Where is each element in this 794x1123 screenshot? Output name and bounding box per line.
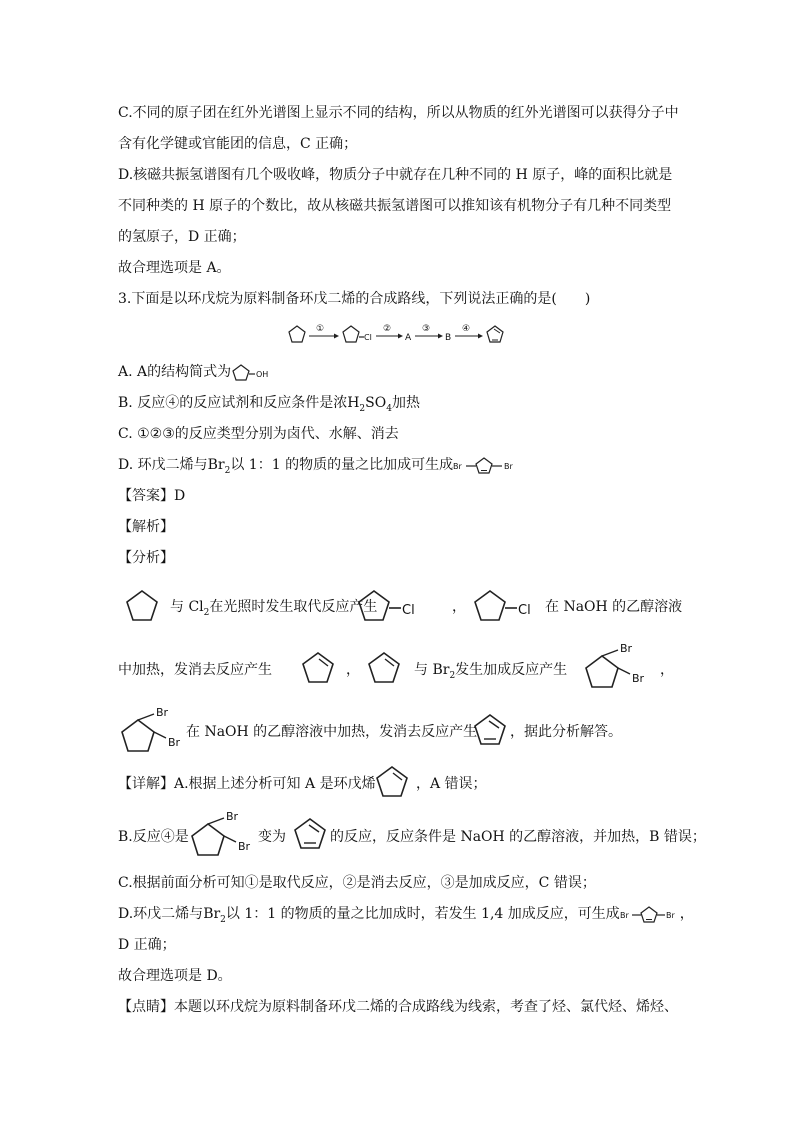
formula-sub: 2 bbox=[224, 465, 231, 476]
dianjing-line: 【点睛】本题以环戊烷为原料制备环戊二烯的合成路线为线索，考查了烃、氯代烃、烯烃、 bbox=[118, 999, 678, 1015]
chlorocyclopentane-structure bbox=[354, 588, 426, 628]
analysis-text bbox=[414, 660, 567, 686]
comma: ， bbox=[452, 599, 466, 615]
detail-d bbox=[118, 904, 694, 930]
detail-a-tail: ，A 错误； bbox=[416, 776, 487, 792]
text-line: 的氢原子，D 正确； bbox=[118, 229, 246, 245]
answer-line: 【答案】D bbox=[118, 488, 186, 504]
chlorocyclopentane-structure bbox=[343, 326, 359, 342]
br-label: Br bbox=[168, 736, 181, 749]
step-label: ① bbox=[316, 324, 325, 334]
option-b-tail: 加热 bbox=[391, 395, 420, 411]
formula-br: Br bbox=[207, 457, 225, 473]
text-span: 在光照时发生取代反应产生 bbox=[209, 599, 378, 615]
br-label: Br bbox=[632, 672, 645, 685]
detail-conclusion: 故合理选项是 D。 bbox=[118, 968, 232, 984]
analysis-text: 在 NaOH 的乙醇溶液中加热，发消去反应产生 bbox=[186, 724, 478, 740]
intermediate-a: A bbox=[405, 333, 412, 343]
br-label: Br bbox=[504, 462, 513, 471]
intermediate-b: B bbox=[445, 333, 452, 343]
option-d-tail: 以 1：1 的物质的量之比加成可生成 bbox=[230, 457, 454, 473]
option-b bbox=[118, 393, 420, 419]
option-a bbox=[118, 362, 273, 382]
br-label: Br bbox=[156, 706, 169, 719]
analysis-text: 中加热，发消去反应产生 bbox=[118, 662, 272, 678]
cyclopentadiene-structure bbox=[290, 816, 332, 856]
analysis-text bbox=[170, 597, 377, 623]
text-line: 故合理选项是 A。 bbox=[118, 260, 231, 276]
option-a-text: A. A的结构简式为 bbox=[118, 364, 232, 380]
arrow-head bbox=[398, 334, 403, 339]
arrow-head bbox=[334, 334, 339, 339]
detail-b: B.反应④是 bbox=[118, 829, 189, 845]
br-label: Br bbox=[226, 810, 239, 823]
br-label: Br bbox=[665, 911, 675, 920]
text-span: 发生加成反应产生 bbox=[455, 662, 568, 678]
step-label: ② bbox=[383, 324, 392, 334]
formula-sub: 4 bbox=[386, 403, 392, 414]
chlorocyclopentane-structure bbox=[470, 588, 542, 628]
step-label: ③ bbox=[422, 324, 431, 334]
text-line: C.不同的原子团在红外光谱图上显示不同的结构，所以从物质的红外光谱图可以获得分子中 bbox=[118, 105, 679, 121]
cyclopentane-structure bbox=[289, 326, 305, 342]
comma: ， bbox=[346, 662, 360, 678]
text-line: 不同种类的 H 原子的个数比，故从核磁共振氢谱图可以推知该有机物分子有几种不同类型 bbox=[118, 198, 672, 214]
detail-c: C.根据前面分析可知①是取代反应，②是消去反应，③是加成反应，C 错误； bbox=[118, 875, 596, 891]
br-label: Br bbox=[238, 840, 251, 853]
option-b-text: B. 反应④的反应试剂和反应条件是浓 bbox=[118, 395, 348, 411]
detail-b-mid: 变为 bbox=[258, 829, 286, 845]
formula-sub: 2 bbox=[359, 403, 366, 414]
question-stem: 3.下面是以环戊烷为原料制备环戊二烯的合成路线，下列说法正确的是( ) bbox=[118, 291, 591, 307]
detail-d2: D 正确； bbox=[118, 937, 176, 953]
text-span: 与 Br bbox=[414, 662, 450, 678]
text-span: 以 1：1 的物质的量之比加成时，若发生 1,4 加成反应，可生成 bbox=[225, 906, 620, 922]
analysis-text: 在 NaOH 的乙醇溶液 bbox=[545, 599, 683, 615]
text-span: D.环戊二烯与 bbox=[118, 906, 204, 922]
formula-sub: 2 bbox=[449, 670, 456, 681]
formula-br: Br bbox=[203, 906, 221, 922]
text-line: 含有化学键或官能团的信息，C 正确； bbox=[118, 136, 358, 152]
text-span: ， bbox=[679, 906, 694, 922]
formula-sub: 2 bbox=[220, 914, 226, 925]
arrow-head bbox=[438, 334, 443, 339]
br-label: Br bbox=[620, 642, 633, 655]
br-label: Br bbox=[619, 911, 629, 920]
section-fenxi: 【分析】 bbox=[118, 550, 174, 566]
synthesis-route bbox=[285, 321, 510, 351]
cyclopentene-structure bbox=[372, 764, 414, 804]
br-label: Br bbox=[453, 462, 462, 471]
oh-label: OH bbox=[256, 370, 269, 379]
option-d bbox=[118, 455, 525, 481]
dibromocyclopentene-structure bbox=[620, 904, 680, 924]
formula-sub: 2 bbox=[203, 607, 210, 618]
option-c: C. ①②③的反应类型分别为卤代、水解、消去 bbox=[118, 426, 399, 442]
cyclopentadiene-structure bbox=[470, 712, 512, 752]
cl-label: Cl bbox=[364, 333, 372, 342]
analysis-text: ，据此分析解答。 bbox=[510, 724, 622, 740]
dibromocyclopentane-structure bbox=[186, 806, 266, 864]
comma: ， bbox=[660, 662, 674, 678]
formula-h: H bbox=[347, 395, 360, 411]
cyclopentene-structure bbox=[298, 650, 340, 690]
dibromocyclopentane-structure bbox=[580, 638, 660, 696]
arrow-head bbox=[478, 334, 483, 339]
dibromocyclopentane-structure bbox=[116, 702, 196, 760]
option-d-text: D. 环戊二烯与 bbox=[118, 457, 208, 473]
formula-so: SO bbox=[365, 395, 387, 411]
text-line: D.核磁共振氢谱图有几个吸收峰，物质分子中就存在几种不同的 H 原子，峰的面积比就是 bbox=[118, 167, 673, 183]
cl-label: Cl bbox=[402, 603, 415, 618]
dibromocyclopentene-structure bbox=[453, 455, 525, 475]
text-span: 与 Cl bbox=[170, 599, 204, 615]
cyclopentane-structure bbox=[122, 588, 164, 628]
cyclopentene-structure bbox=[364, 650, 406, 690]
cl-label: Cl bbox=[518, 603, 531, 618]
cyclopentanol-structure bbox=[231, 362, 273, 382]
step-label: ④ bbox=[462, 324, 471, 334]
detail-a: 【详解】A.根据上述分析可知 A 是环戊烯 bbox=[118, 776, 376, 792]
detail-b-tail: 的反应，反应条件是 NaOH 的乙醇溶液，并加热，B 错误； bbox=[330, 829, 706, 845]
section-jiexi: 【解析】 bbox=[118, 519, 174, 535]
